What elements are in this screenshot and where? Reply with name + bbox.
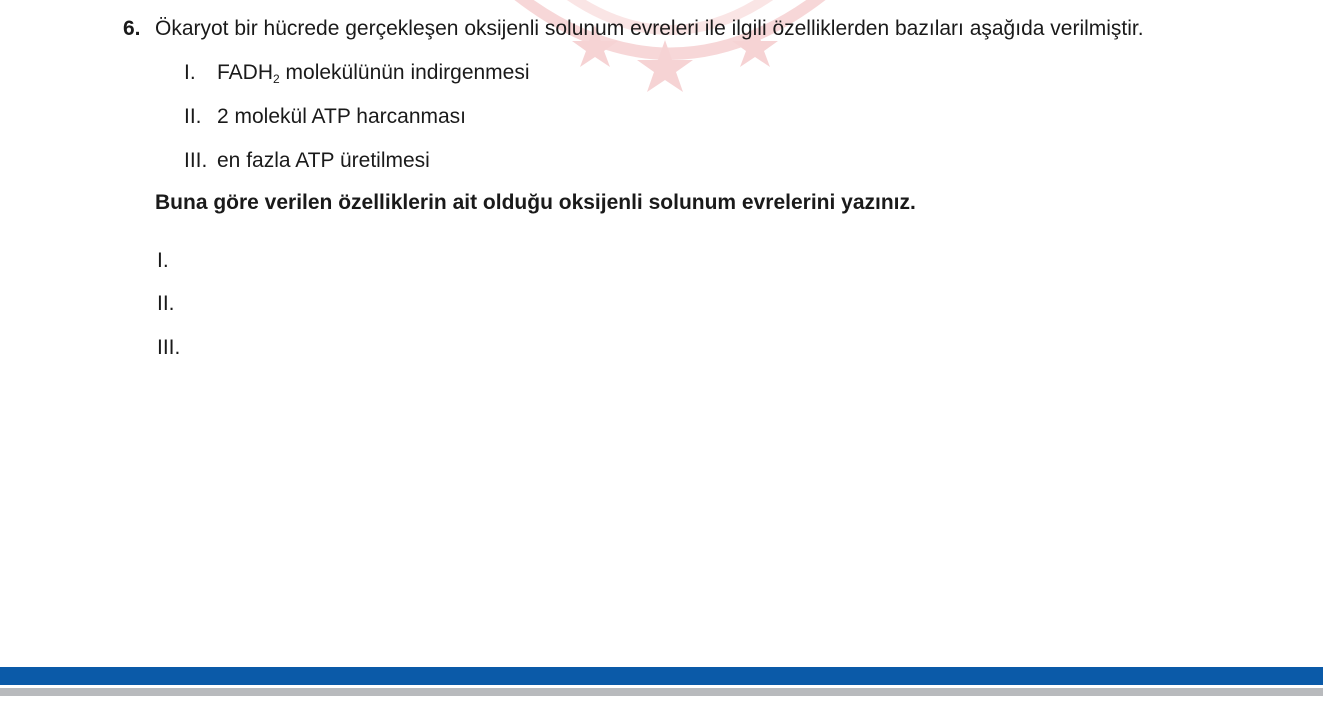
option-number: II. <box>184 105 202 128</box>
footer-line <box>0 688 1323 696</box>
option-text: 2 molekül ATP harcanması <box>217 105 467 128</box>
question-instruction: Buna göre verilen özelliklerin ait olduğu oksijenli solunum evrelerini yazınız. <box>155 191 916 214</box>
question-stem: Ökaryot bir hücrede gerçekleşen oksijenli solunum evreleri ile ilgili özelliklerden bazıları aşağıda verilmiştir. <box>155 17 1144 40</box>
option-text <box>217 61 530 85</box>
option-text-rest: molekülünün indirgenmesi <box>279 61 530 84</box>
option-number: I. <box>184 61 196 84</box>
answer-label-3: III. <box>157 336 181 359</box>
option-text: en fazla ATP üretilmesi <box>217 149 430 172</box>
question-number: 6. <box>123 17 141 40</box>
answer-label-2: II. <box>157 292 175 315</box>
option-subscript: 2 <box>273 72 280 86</box>
footer-bar <box>0 667 1323 685</box>
option-text-main: FADH <box>217 61 274 84</box>
answer-label-1: I. <box>157 249 169 272</box>
option-number: III. <box>184 149 208 172</box>
